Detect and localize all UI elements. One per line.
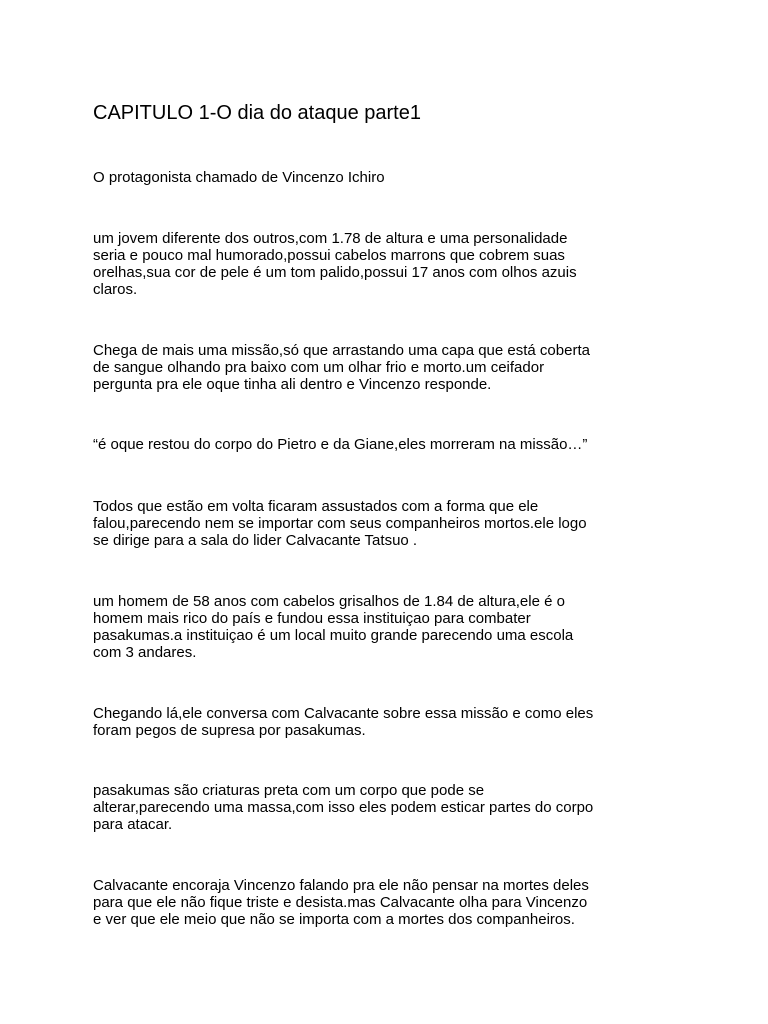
paragraph-5 bbox=[93, 498, 623, 549]
paragraph-line: seria e pouco mal humorado,possui cabelos marrons que cobrem suas bbox=[93, 247, 565, 264]
paragraph-3 bbox=[93, 342, 623, 393]
paragraph-line: O protagonista chamado de Vincenzo Ichiro bbox=[93, 169, 385, 186]
paragraph-line: “é oque restou do corpo do Pietro e da Giane,eles morreram na missão…” bbox=[93, 436, 588, 453]
paragraph-line: Todos que estão em volta ficaram assustados com a forma que ele bbox=[93, 498, 539, 515]
paragraph-line: um homem de 58 anos com cabelos grisalhos de 1.84 de altura,ele é o bbox=[93, 593, 565, 610]
paragraph-line: um jovem diferente dos outros,com 1.78 de altura e uma personalidade bbox=[93, 230, 568, 247]
paragraph-line: Calvacante encoraja Vincenzo falando pra ele não pensar na mortes deles bbox=[93, 877, 589, 894]
paragraph-line: com 3 andares. bbox=[93, 644, 197, 661]
paragraph-line: homem mais rico do país e fundou essa instituiçao para combater bbox=[93, 610, 531, 627]
paragraph-9 bbox=[93, 877, 623, 928]
paragraph-line: e ver que ele meio que não se importa com a mortes dos companheiros. bbox=[93, 911, 575, 928]
paragraph-2 bbox=[93, 230, 623, 298]
paragraph-line: falou,parecendo nem se importar com seus companheiros mortos.ele logo bbox=[93, 515, 587, 532]
paragraph-line: claros. bbox=[93, 281, 138, 298]
paragraph-7 bbox=[93, 705, 623, 739]
paragraph-line: para que ele não fique triste e desista.mas Calvacante olha para Vincenzo bbox=[93, 894, 588, 911]
paragraph-line: pasakumas.a instituiçao é um local muito grande parecendo uma escola bbox=[93, 627, 574, 644]
paragraph-line: se dirige para a sala do lider Calvacante Tatsuo . bbox=[93, 532, 418, 549]
paragraph-line: alterar,parecendo uma massa,com isso eles podem esticar partes do corpo bbox=[93, 799, 594, 816]
paragraph-line: de sangue olhando pra baixo com um olhar frio e morto.um ceifador bbox=[93, 359, 545, 376]
paragraph-6 bbox=[93, 593, 623, 661]
paragraph-line: Chegando lá,ele conversa com Calvacante sobre essa missão e como eles bbox=[93, 705, 594, 722]
chapter-title: CAPITULO 1-O dia do ataque parte1 bbox=[93, 102, 421, 124]
paragraph-line: para atacar. bbox=[93, 816, 173, 833]
paragraph-line: Chega de mais uma missão,só que arrastando uma capa que está coberta bbox=[93, 342, 590, 359]
paragraph-line: pasakumas são criaturas preta com um corpo que pode se bbox=[93, 782, 485, 799]
paragraph-4-quote bbox=[93, 436, 623, 453]
paragraph-8 bbox=[93, 782, 623, 833]
paragraph-line: foram pegos de supresa por pasakumas. bbox=[93, 722, 366, 739]
paragraph-line: orelhas,sua cor de pele é um tom palido,possui 17 anos com olhos azuis bbox=[93, 264, 577, 281]
paragraph-1 bbox=[93, 169, 623, 186]
paragraph-line: pergunta pra ele oque tinha ali dentro e Vincenzo responde. bbox=[93, 376, 492, 393]
